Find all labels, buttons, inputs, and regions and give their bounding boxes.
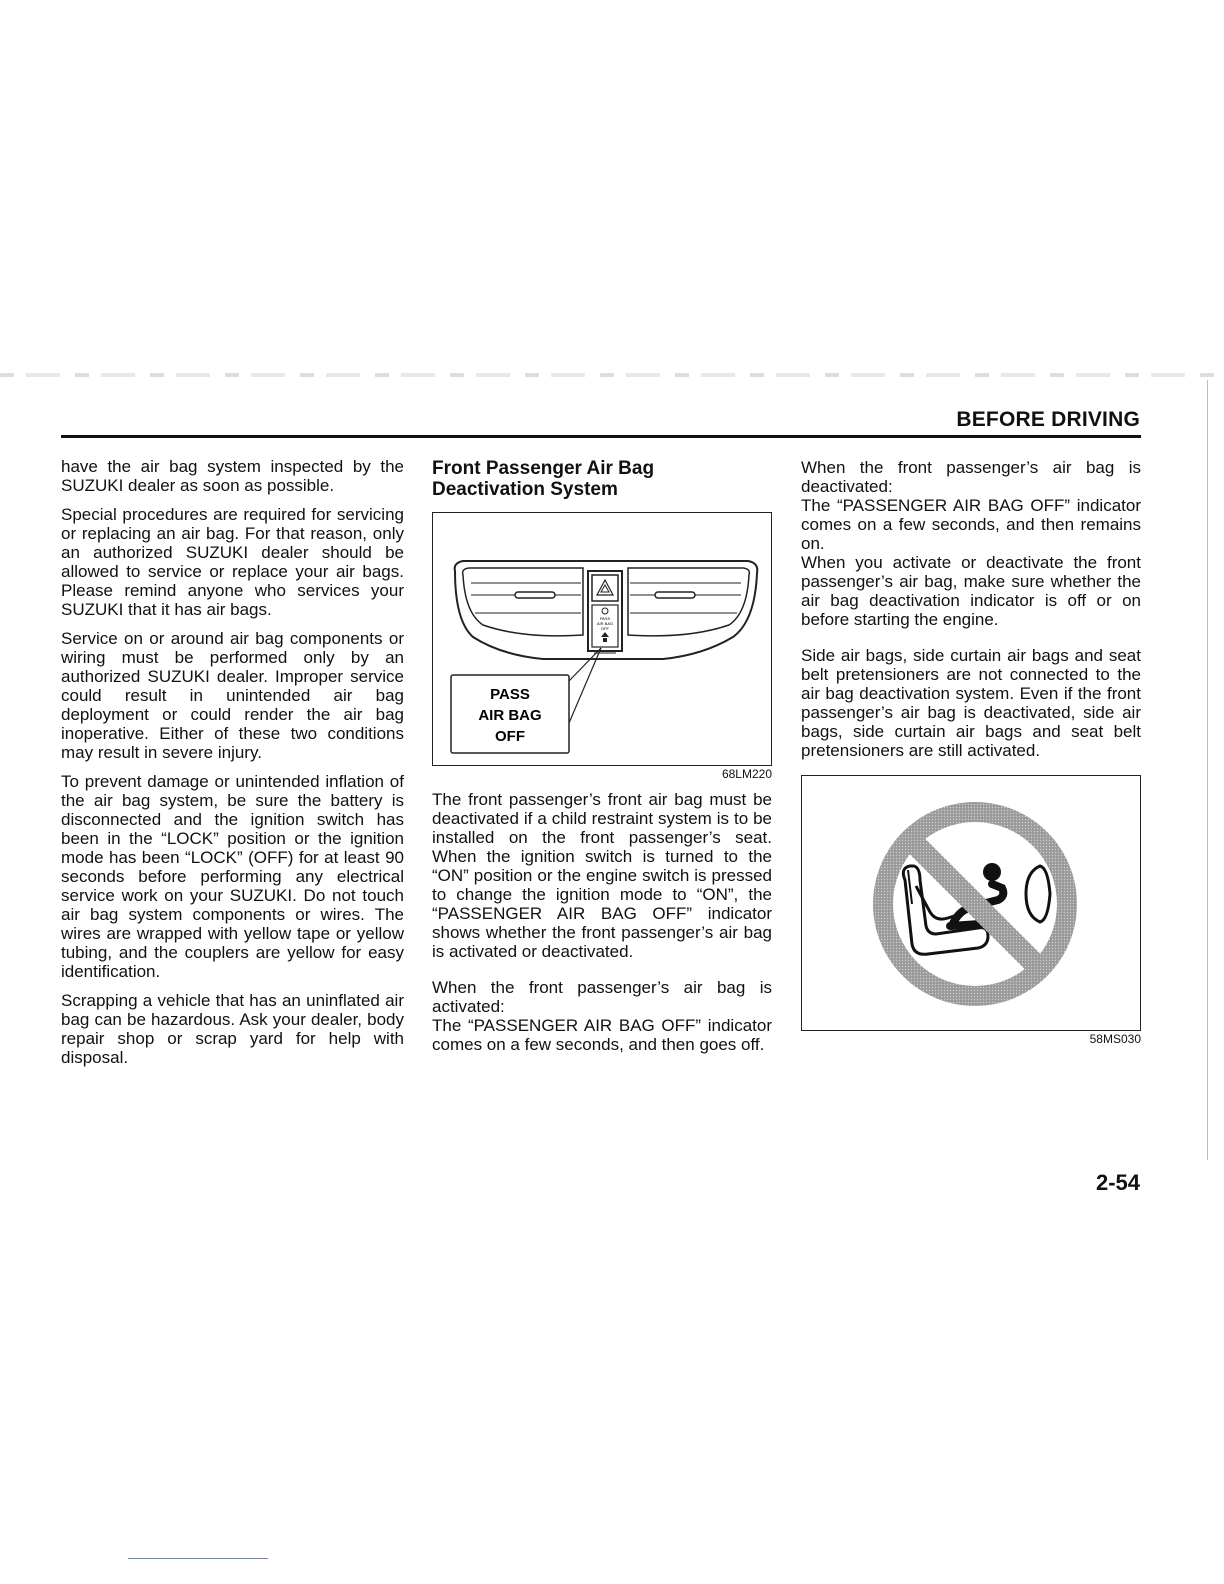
column-3 [801, 458, 1141, 1055]
paragraph: Service on or around air bag components or wiring must be performed only by an authorized SUZUKI dealer. Improper service could result in unintended air bag deployment or could render the air bag inoperative. Either of these two conditions may result in severe injury. [61, 629, 404, 762]
page-number: 2-54 [1095, 1170, 1140, 1195]
mini-pass-label: PASS [599, 616, 611, 621]
figure-code: 58MS030 [1089, 1032, 1141, 1046]
airbag-label: AIR BAG [478, 707, 542, 724]
column-2 [432, 458, 772, 1054]
paragraph: When the front passenger’s air bag is deactivated: [801, 458, 1141, 496]
no-child-seat-figure [801, 775, 1141, 1031]
mini-airbag-label: AIR BAG [596, 621, 614, 626]
off-label: OFF [495, 728, 525, 745]
paragraph: The “PASSENGER AIR BAG OFF” indicator comes on a few seconds, and then goes off. [432, 1016, 772, 1054]
dashboard-indicator-figure [432, 512, 772, 766]
paragraph: Side air bags, side curtain air bags and seat belt pretensioners are not connected to the air bag deactivation system. Even if the front passenger’s air bag is deactivated, side air bags, side curtain air bags and seat belt pretensioners are still activated. [801, 646, 1141, 760]
section-heading: Front Passenger Air Bag Deactivation System [432, 458, 655, 500]
column-1 [61, 457, 404, 1077]
section-title: BEFORE DRIVING [956, 408, 1140, 431]
paragraph: The “PASSENGER AIR BAG OFF” indicator comes on a few seconds, and then remains on. [801, 496, 1141, 553]
paragraph: When you activate or deactivate the front passenger’s air bag, make sure whether the air bag deactivation indicator is off or on before starting the engine. [801, 553, 1141, 629]
paragraph [432, 790, 772, 961]
dashboard-vent-illustration [433, 513, 771, 765]
pass-label: PASS [490, 686, 530, 703]
paragraph: When the front passenger’s air bag is activated: [432, 978, 772, 1016]
scan-artifact-line [0, 373, 1224, 377]
paragraph: have the air bag system inspected by the SUZUKI dealer as soon as possible. [61, 457, 404, 495]
prohibition-icon [802, 776, 1140, 1030]
mini-off-label: OFF [601, 626, 609, 631]
figure-code: 68LM220 [721, 767, 772, 781]
paragraph-part: The front passenger’s front air bag must be deactivated if a child restraint system is to be installed on the front passenger’s seat. [432, 790, 772, 847]
paragraph: To prevent damage or unintended inflation of the air bag system, be sure the battery is disconnected and the ignition switch has been in the “LOCK” position or the ignition mode has been “LOCK” (OFF) for at least 90 seconds before performing any electrical service work on your SUZUKI. Do not touch air bag system components or wires. The wires are wrapped with yellow tape or yellow tubing, and the couplers are yellow for easy identification. [61, 772, 404, 981]
paragraph: Scrapping a vehicle that has an uninflated air bag can be hazardous. Ask your dealer, body repair shop or scrap yard for help with disposal. [61, 991, 404, 1067]
scan-artifact-underline [128, 1558, 268, 1559]
header-rule [61, 435, 1141, 438]
paragraph-part: When the ignition switch is turned to the “ON” position or the engine switch is pressed to change the ignition mode to “ON”, the “PASSENGER AIR BAG OFF” indicator shows whether the front passenger’s air bag is activated or deactivated. [432, 847, 772, 961]
page-edge-line [1207, 380, 1208, 1160]
paragraph: Special procedures are required for servicing or replacing an air bag. For that reason, only an authorized SUZUKI dealer should be allowed to service or replace your air bags. Please remind anyone who services your SUZUKI that it has air bags. [61, 505, 404, 619]
